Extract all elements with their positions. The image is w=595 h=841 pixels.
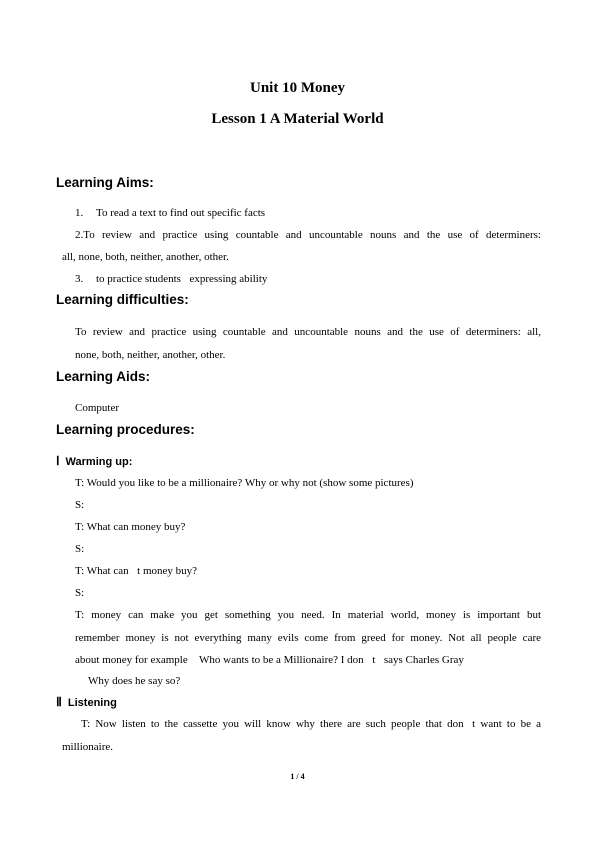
aims-item-text: To review and practice using countable and uncountable nouns and the use of determiners:: [83, 229, 541, 241]
aims-item-2: [75, 228, 541, 242]
dialogue-line: T: Would you like to be a millionaire? Why or why not (show some pictures): [75, 477, 414, 489]
aims-item-2-continued: all, none, both, neither, another, other.: [62, 251, 229, 263]
aims-item-number: 3.: [75, 273, 84, 285]
aims-item-number: 2.: [75, 229, 84, 241]
aims-item-number: 1.: [75, 207, 84, 219]
paragraph-line: remember money is not everything many evils come from greed for money. Not all people care: [75, 632, 541, 644]
warming-up-heading: [56, 454, 132, 469]
lesson-title: Lesson 1 A Material World: [211, 111, 384, 127]
listening-heading: [56, 695, 117, 710]
listening-line-2: millionaire.: [62, 741, 114, 753]
aims-item-text: to practice students expressing ability: [96, 273, 268, 285]
section-number: Ⅱ: [56, 695, 62, 709]
learning-aids-heading: Learning Aids:: [56, 369, 151, 384]
dialogue-line: T: What can money buy?: [75, 521, 186, 533]
difficulties-line-2: none, both, neither, another, other.: [75, 349, 226, 361]
aids-text: Computer: [75, 402, 119, 414]
dialogue-line: S:: [75, 587, 85, 599]
section-label: Listening: [67, 697, 117, 709]
aims-item-1: [75, 206, 265, 220]
dialogue-line: S:: [75, 499, 85, 511]
learning-difficulties-heading: Learning difficulties:: [56, 292, 189, 307]
learning-procedures-heading: Learning procedures:: [56, 422, 195, 437]
section-label: Warming up:: [65, 456, 133, 468]
aims-item-text: To read a text to find out specific facts: [96, 207, 266, 219]
listening-line-1: T: Now listen to the cassette you will know why there are such people that don t want to be a: [81, 718, 541, 730]
question-line: Why does he say so?: [88, 675, 181, 687]
dialogue-line: S:: [75, 543, 85, 555]
difficulties-line-1: To review and practice using countable and uncountable nouns and the use of determiners: all,: [75, 326, 541, 338]
page-number: 1 / 4: [290, 772, 305, 781]
paragraph-line: T: money can make you get something you need. In material world, money is important but: [75, 609, 541, 621]
dialogue-line: T: What can t money buy?: [75, 565, 198, 577]
paragraph-line: about money for example  Who wants to be a Millionaire? I don t says Charles Gray: [75, 654, 464, 666]
aims-item-3: [75, 272, 267, 286]
section-number: Ⅰ: [56, 454, 60, 468]
learning-aims-heading: Learning Aims:: [56, 175, 154, 190]
unit-title: Unit 10 Money: [250, 80, 345, 96]
